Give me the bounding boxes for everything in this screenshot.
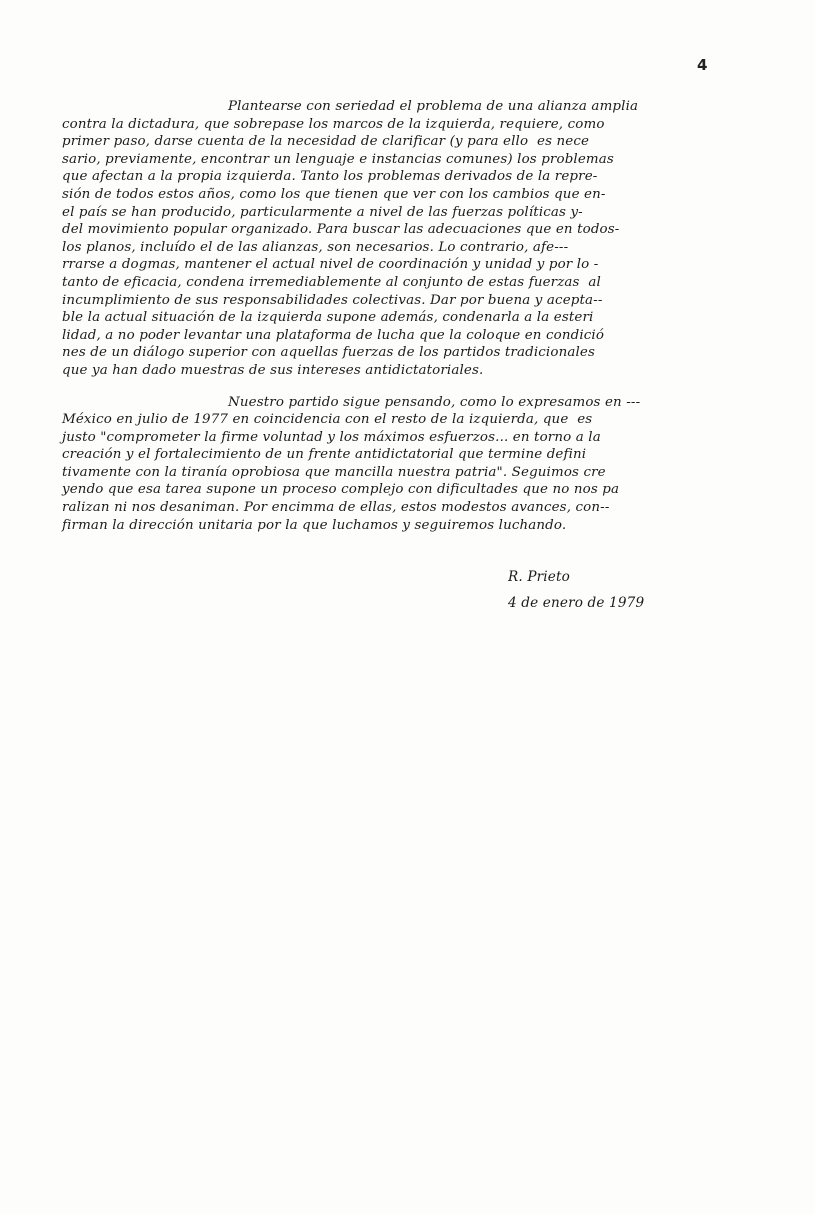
signature-name: R. Prieto [508,569,570,585]
text-line: los planos, incluído el de las alianzas, son necesarios. Lo contrario, afe--- [62,239,569,255]
text-line: yendo que esa tarea supone un proceso complejo con dificultades que no nos pa [62,482,620,498]
text-line: tivamente con la tiranía oprobiosa que mancilla nuestra patria". Seguimos cre [62,464,606,480]
text-line: México en julio de 1977 en coincidencia con el resto de la izquierda, que es [62,412,593,428]
signature-block [508,564,644,616]
text-line: creación y el fortalecimiento de un frente antidictatorial que termine defini [62,447,587,463]
text-line: Nuestro partido sigue pensando, como lo expresamos en --- [228,394,641,410]
paragraph-1 [62,98,702,380]
text-line: firman la dirección unitaria por la que luchamos y seguiremos luchando. [62,517,567,533]
text-line: sión de todos estos años, como los que tienen que ver con los cambios que en- [62,186,606,202]
text-line: ralizan ni nos desaniman. Por encimma de ellas, estos modestos avances, con-- [62,500,610,516]
text-line: rrarse a dogmas, mantener el actual nivel de coordinación y unidad y por lo - [62,257,599,273]
text-line: nes de un diálogo superior con aquellas fuerzas de los partidos tradicionales [62,345,596,361]
text-line: el país se han producido, particularmente a nivel de las fuerzas políticas y- [62,204,583,220]
text-line: del movimiento popular organizado. Para buscar las adecuaciones que en todos- [62,222,620,238]
text-line: sario, previamente, encontrar un lenguaje e instancias comunes) los problemas [62,151,614,167]
text-line: que afectan a la propia izquierda. Tanto los problemas derivados de la repre- [62,169,598,185]
text-line: tanto de eficacia, condena irremediablemente al conjunto de estas fuerzas al [62,274,601,290]
letter-body [62,98,702,534]
text-line: Plantearse con seriedad el problema de una alianza amplia [228,99,639,114]
signature-date: 4 de enero de 1979 [508,595,645,611]
paragraph-spacer [62,380,702,394]
text-line: que ya han dado muestras de sus intereses antidictatoriales. [62,362,484,378]
text-line: lidad, a no poder levantar una plataforma de lucha que la coloque en condició [62,327,605,343]
text-line: contra la dictadura, que sobrepase los marcos de la izquierda, requiere, como [62,116,605,132]
page-number: 4 [697,56,708,74]
text-line: ble la actual situación de la izquierda supone además, condenarla a la esteri [62,310,594,326]
text-line: primer paso, darse cuenta de la necesidad de clarificar (y para ello es nece [62,134,590,150]
text-line: justo "comprometer la firme voluntad y los máximos esfuerzos... en torno a la [62,429,601,445]
paragraph-2 [62,394,702,535]
text-line: incumplimiento de sus responsabilidades colectivas. Dar por buena y acepta-- [62,292,603,308]
